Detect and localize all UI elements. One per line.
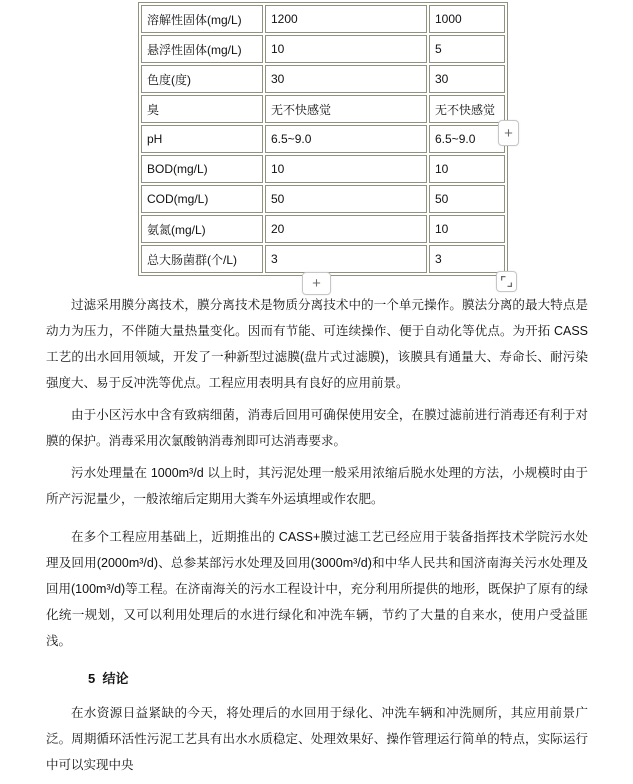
- expand-icon: [500, 275, 513, 288]
- paragraph-membrane-filtration: 过滤采用膜分离技术，膜分离技术是物质分离技术中的一个单元操作。膜法分离的最大特点是动力为压力，不伴随大量热量变化。因而有节能、可连续操作、便于自动化等优点。为开拓 CASS 工艺的出水回用领域，开发了一种新型过滤膜(盘片式过滤膜)，该膜具有通量大、寿命长、耐污染强度大、易于反冲洗等优点。工程应用表明具有良好的应用前景。: [46, 298, 588, 390]
- param-value-cell: 10: [265, 35, 427, 63]
- table-row: [141, 95, 505, 123]
- param-value-cell: 6.5~9.0: [265, 125, 427, 153]
- table-row: [141, 155, 505, 183]
- param-name-cell: COD(mg/L): [141, 185, 263, 213]
- expand-table-button[interactable]: [496, 271, 517, 292]
- param-name-cell: 臭: [141, 95, 263, 123]
- param-value-cell: 无不快感觉: [265, 95, 427, 123]
- paragraph-sludge-treatment: 污水处理量在 1000m³/d 以上时，其污泥处理一般采用浓缩后脱水处理的方法，小规模时由于所产污泥量少，一般浓缩后定期用大粪车外运填埋或作农肥。: [46, 466, 588, 506]
- table-row: [141, 185, 505, 213]
- paragraph-engineering-applications: 在多个工程应用基础上，近期推出的 CASS+膜过滤工艺已经应用于装备指挥技术学院污水处理及回用(2000m³/d)、总参某部污水处理及回用(3000m³/d)和中华人民共和国济南海关污水处理及回用(100m³/d)等工程。在济南海关的污水工程设计中，充分利用所提供的地形，既保护了原有的绿化统一规划，又可以利用处理后的水进行绿化和冲洗车辆，节约了大量的自来水，使用户受益匪浅。: [46, 530, 588, 648]
- param-name-cell: 总大肠菌群(个/L): [141, 245, 263, 273]
- table-row: [141, 65, 505, 93]
- add-row-button[interactable]: +: [302, 272, 331, 295]
- table-row: [141, 215, 505, 243]
- param-name-cell: 悬浮性固体(mg/L): [141, 35, 263, 63]
- param-value-cell: 5: [429, 35, 505, 63]
- param-value-cell: 20: [265, 215, 427, 243]
- param-value-cell: 10: [429, 215, 505, 243]
- table-row: [141, 5, 505, 33]
- param-value-cell: 30: [429, 65, 505, 93]
- water-quality-table: [138, 2, 508, 276]
- param-value-cell: 50: [265, 185, 427, 213]
- param-name-cell: pH: [141, 125, 263, 153]
- document-body: [46, 292, 588, 784]
- param-value-cell: 1200: [265, 5, 427, 33]
- param-name-cell: BOD(mg/L): [141, 155, 263, 183]
- param-value-cell: 3: [429, 245, 505, 273]
- param-value-cell: 10: [265, 155, 427, 183]
- param-name-cell: 溶解性固体(mg/L): [141, 5, 263, 33]
- section-heading-conclusion: 5 结论: [88, 671, 129, 686]
- param-name-cell: 色度(度): [141, 65, 263, 93]
- param-value-cell: 3: [265, 245, 427, 273]
- param-name-cell: 氨氮(mg/L): [141, 215, 263, 243]
- param-value-cell: 1000: [429, 5, 505, 33]
- paragraph-conclusion: 在水资源日益紧缺的今天，将处理后的水回用于绿化、冲洗车辆和冲洗厕所，其应用前景广泛。周期循环活性污泥工艺具有出水水质稳定、处理效果好、操作管理运行简单的特点，实际运行中可以实现中央: [46, 706, 588, 772]
- add-column-button[interactable]: +: [498, 120, 519, 146]
- param-value-cell: 10: [429, 155, 505, 183]
- param-value-cell: 6.5~9.0: [429, 125, 505, 153]
- table-row: [141, 35, 505, 63]
- paragraph-disinfection: 由于小区污水中含有致病细菌，消毒后回用可确保使用安全，在膜过滤前进行消毒还有利于对膜的保护。消毒采用次氯酸钠消毒剂即可达消毒要求。: [46, 408, 588, 448]
- param-value-cell: 30: [265, 65, 427, 93]
- table-row: [141, 245, 505, 273]
- param-value-cell: 50: [429, 185, 505, 213]
- table-row: [141, 125, 505, 153]
- param-value-cell: 无不快感觉: [429, 95, 505, 123]
